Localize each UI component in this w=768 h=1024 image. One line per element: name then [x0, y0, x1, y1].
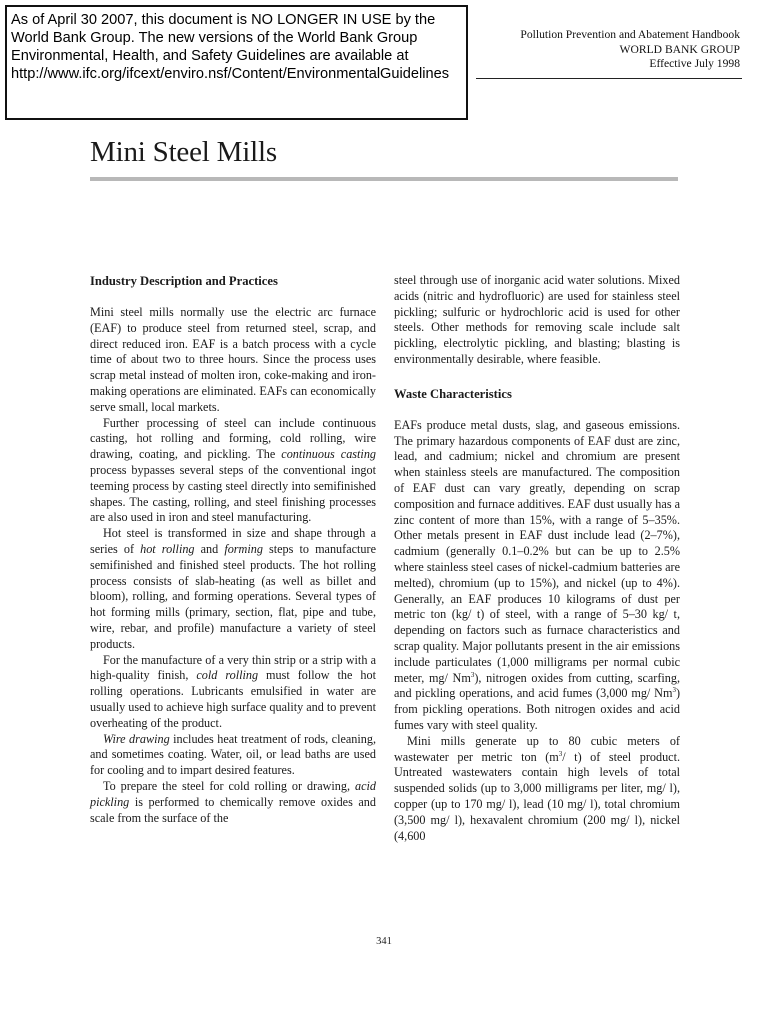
paragraph: Mini mills generate up to 80 cubic meters of wastewater per metric ton ($m^3/$ t) of steel product. Untreated wastewaters contain high levels of total suspended solids (up to 3,000 milligrams per liter, mg/ l), copper (up to 170 mg/ l), lead (10 mg/ l), total chromium (3,500 mg/ l), hexavalent chromium (200 mg/ l), nickel (4,600 [394, 733, 680, 843]
document-header [520, 28, 740, 72]
section-heading-industry-description: Industry Description and Practices [90, 274, 278, 288]
paragraph: steel through use of inorganic acid water solutions. Mixed acids (nitric and hydrofluoric) are used for stainless steel pickling; sulfuric or hydrochloric acid is used for other steels. Other methods for removing scale include salt pickling, electrolytic pickling, and blasting; blasting is environmentally desirable, where feasible. [394, 273, 680, 366]
page-title: Mini Steel Mills [90, 136, 277, 168]
obsolete-notice-text: As of April 30 2007, this document is NO LONGER IN USE by the World Bank Group. The new versions of the World Bank Group Environmental, Health, and Safety Guidelines are available at http://www.ifc.org/ifcext/enviro.nsf/Content/EnvironmentalGuidelines [11, 12, 450, 82]
paragraph: Hot steel is transformed in size and shape through a series of hot rolling and forming steps to manufacture semifinished and finished steel products. The hot rolling process consists of slab-heating (as well as billet and bloom), rolling, and forming operations. Several types of hot forming mills (primary, section, flat, pipe and tube, wire, rebar, and profile) manufacture a variety of steel products. [90, 526, 376, 651]
title-underline-bar [90, 177, 678, 181]
left-column [90, 273, 376, 826]
paragraph: For the manufacture of a very thin strip or a strip with a high-quality finish, cold rolling must follow the hot rolling operations. Lubricants emulsified in water are usually used to achieve high surface quality and to prevent overheating of the product. [90, 652, 376, 730]
section-heading-waste-characteristics: Waste Characteristics [394, 386, 512, 401]
right-column [394, 273, 680, 844]
paragraph: Further processing of steel can include continuous casting, hot rolling and forming, cold rolling, wire drawing, coating, and pickling. The continuous casting process bypasses several steps of the conventional ingot teeming process by casting steel directly into semifinished shapes. The casting, rolling, and steel finishing processes are also used in iron and steel manufacturing. [90, 415, 377, 525]
paragraph: EAFs produce metal dusts, slag, and gaseous emissions. The primary hazardous components of EAF dust are zinc, lead, and cadmium; nickel and chromium are present when stainless steels are manufactured. The composition of EAF dust can vary greatly, depending on scrap composition and furnace additives. EAF dust usually has a zinc content of more than 15%, with a range of 5–35%. Other metals present in EAF dust include lead (2–7%), cadmium (generally 0.1–0.2% but can be up to 2.5% where stainless steel cases of nickel-cadmium batteries are melted), chromium (up to 15%), and nickel (up to 4%). Generally, an EAF produces 10 kilograms of dust per metric ton (kg/ t) of steel, with a range of 5–30 kg/ t, depending on factors such as furnace characteristics and scrap quality. Major pollutants present in the air emissions include particulates (1,000 milligrams per normal cubic meter, mg/ Nm$^3$), nitrogen oxides from cutting, scarfing, and pickling operations, and acid fumes (3,000 mg/ Nm$^3$) from pickling operations. Both nitrogen oxides and acid fumes vary with steel quality. [394, 417, 681, 732]
paragraph: Wire drawing includes heat treatment of rods, cleaning, and sometimes coating. Water, oil, or lead baths are used for cooling and to impart desired features. [90, 731, 377, 778]
paragraph: To prepare the steel for cold rolling or drawing, acid pickling is performed to chemically remove oxides and scale from the surface of the [90, 778, 376, 825]
publisher-name: WORLD BANK GROUP [619, 42, 740, 56]
page-number: 341 [376, 936, 392, 947]
effective-date: Effective July 1998 [649, 57, 740, 70]
header-divider [476, 78, 742, 79]
handbook-title: Pollution Prevention and Abatement Handbook [520, 28, 740, 41]
obsolete-notice-box [5, 5, 468, 120]
paragraph: Mini steel mills normally use the electric arc furnace (EAF) to produce steel from returned steel, scrap, and direct reduced iron. EAF is a batch process with a cycle time of about two to three hours. Since the process uses scrap metal instead of molten iron, coke-making and iron-making operations are eliminated. EAFs can economically serve small, local markets. [90, 305, 376, 414]
